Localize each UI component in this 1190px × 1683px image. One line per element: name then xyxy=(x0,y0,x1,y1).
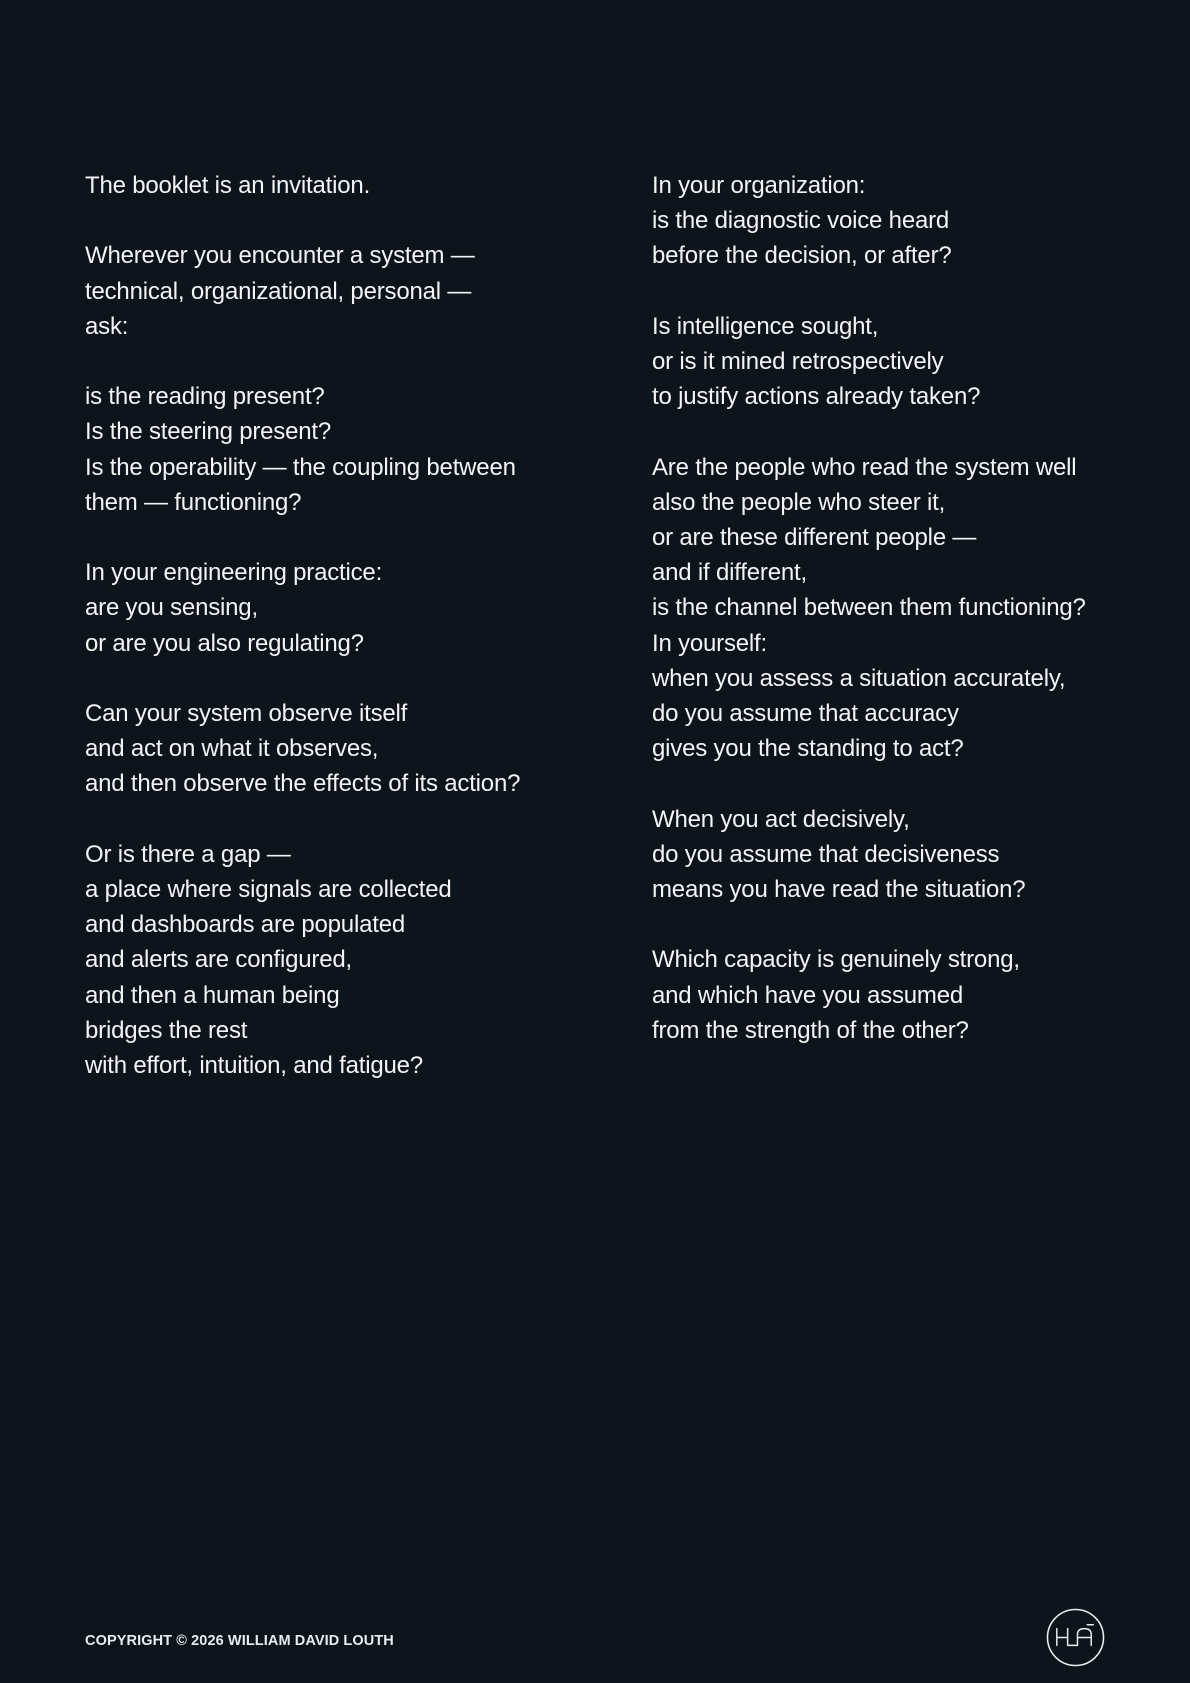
stanza xyxy=(652,168,1172,274)
poem-line: with effort, intuition, and fatigue? xyxy=(85,1052,423,1079)
stanza xyxy=(85,168,605,203)
poem-line: Is intelligence sought, xyxy=(652,312,879,340)
poem-line: is the channel between them functioning? xyxy=(652,594,1086,622)
poem-line: do you assume that decisiveness xyxy=(652,840,1000,868)
copyright-notice: COPYRIGHT © 2026 WILLIAM DAVID LOUTH xyxy=(85,1633,394,1649)
poem-line: do you assume that accuracy xyxy=(652,700,959,728)
left-column xyxy=(85,168,605,1118)
stanza xyxy=(652,802,1172,908)
stanza xyxy=(85,555,605,661)
poem-line: is the reading present? xyxy=(85,383,325,411)
poem-line: before the decision, or after? xyxy=(652,242,952,270)
poem-line: ask: xyxy=(85,312,129,340)
poem-line: and alerts are configured, xyxy=(85,946,352,974)
stanza xyxy=(85,837,605,1083)
poem-line: Can your system observe itself xyxy=(85,699,408,727)
poem-line: and dashboards are populated xyxy=(85,911,405,939)
wdl-monogram-circle-icon xyxy=(1046,1608,1105,1667)
poem-line: means you have read the situation? xyxy=(652,876,1026,904)
stanza xyxy=(85,238,605,344)
poem-line: bridges the rest xyxy=(85,1016,248,1044)
poem-line: Which capacity is genuinely strong, xyxy=(652,946,1020,974)
poem-line: and if different, xyxy=(652,559,807,587)
poem-line: also the people who steer it, xyxy=(652,488,946,516)
poem-line: The booklet is an invitation. xyxy=(85,172,371,199)
poem-line: In yourself: xyxy=(652,629,767,657)
stanza xyxy=(652,309,1172,415)
poem-line: when you assess a situation accurately, xyxy=(652,664,1066,692)
stanza xyxy=(85,696,605,802)
poem-line: and then a human being xyxy=(85,981,340,1009)
poem-line: or are these different people — xyxy=(652,524,977,551)
poem-line: and then observe the effects of its action? xyxy=(85,770,521,798)
stanza xyxy=(652,942,1172,1048)
right-column xyxy=(652,168,1172,1083)
poem-line: or are you also regulating? xyxy=(85,629,364,657)
poem-line: from the strength of the other? xyxy=(652,1016,969,1044)
poem-line: Or is there a gap — xyxy=(85,840,291,868)
poem-line: them — functioning? xyxy=(85,488,302,516)
stanza xyxy=(652,450,1172,626)
stanza xyxy=(85,379,605,520)
poem-line: Are the people who read the system well xyxy=(652,453,1077,481)
poem-line: gives you the standing to act? xyxy=(652,735,964,763)
poem-line: In your engineering practice: xyxy=(85,559,383,587)
poem-line: and which have you assumed xyxy=(652,981,963,1009)
poem-line: Is the steering present? xyxy=(85,418,332,446)
poem-line: a place where signals are collected xyxy=(85,875,452,903)
poem-line: or is it mined retrospectively xyxy=(652,348,944,375)
poem-line: When you act decisively, xyxy=(652,805,910,833)
poem-line: Wherever you encounter a system — xyxy=(85,242,475,270)
poem-line: In your organization: xyxy=(652,172,866,199)
poem-line: to justify actions already taken? xyxy=(652,383,981,411)
stanza xyxy=(652,626,1172,767)
poem-line: are you sensing, xyxy=(85,594,258,622)
poem-line: technical, organizational, personal — xyxy=(85,277,472,305)
poem-line: and act on what it observes, xyxy=(85,735,379,763)
poem-line: is the diagnostic voice heard xyxy=(652,207,950,235)
poem-line: Is the operability — the coupling between xyxy=(85,453,516,481)
